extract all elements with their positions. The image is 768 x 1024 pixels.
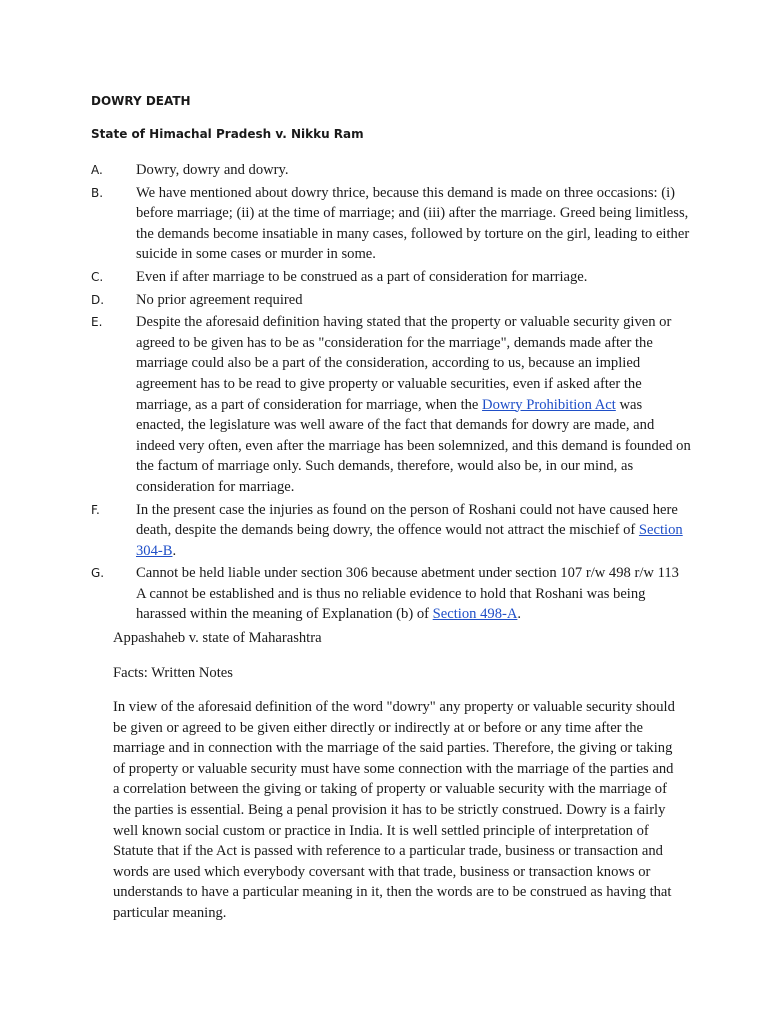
list-item-text: We have mentioned about dowry thrice, because this demand is made on three occasions: (i) before marriage; (ii) at the time of marriage; and (iii) after the marriage. Greed being limitless, the demands become insatiable in many cases, followed by torture on the girl, leading to either suicide in some cases or murder in some.: [136, 184, 690, 263]
appashaheb-case-title: Appashaheb v. state of Maharashtra: [113, 630, 322, 646]
list-marker: B.: [91, 185, 104, 200]
section-304b-link[interactable]: Section 304-B: [136, 522, 683, 559]
dowry-prohibition-act-link[interactable]: Dowry Prohibition Act: [482, 396, 616, 413]
list-item-text-before: In the present case the injuries as found on the person of Roshani could not have caused here death, despite the demands being dowry, the offence would not attract the mischief of: [136, 501, 678, 539]
list-item: [91, 183, 691, 265]
point-list: [91, 160, 691, 627]
list-marker: A.: [91, 163, 103, 177]
list-item-text-after: .: [517, 606, 522, 623]
list-marker: D.: [91, 292, 105, 307]
list-item: [91, 312, 691, 497]
list-item: [91, 267, 691, 288]
list-item-text: [136, 312, 691, 497]
list-item-text-before: Cannot be held liable under section 306 because abetment under section 107 r/w 498 r/w 113 A cannot be established and is thus no reliable evidence to hold that Roshani was being harassed within the meaning of Explanation (b) of: [136, 565, 679, 623]
facts-line: Facts: Written Notes: [113, 665, 233, 681]
list-item-text-after: was enacted, the legislature was well aware of the fact that demands for dowry are made, and indeed very often, even after the marriage has been solemnized, and this demand is founded on the factum of marriage only. Such demands, therefore, would also be, in our mind, as consideration for marriage.: [136, 396, 691, 495]
case-title: State of Himachal Pradesh v. Nikku Ram: [91, 127, 364, 141]
list-item-text-before: Despite the aforesaid definition having stated that the property or valuable security given or agreed to be given has to be as "consideration for the marriage", demands made after the marriage could also be a part of the consideration, according to us, because an implied agreement has to be read to give property or valuable securities, even if asked after the marriage, as a part of consideration for marriage, when the: [136, 314, 672, 413]
list-item: [91, 563, 691, 625]
list-item-text: No prior agreement required: [136, 291, 303, 308]
section-498a-link[interactable]: Section 498-A: [432, 606, 518, 623]
list-item: [91, 500, 691, 562]
list-marker: E.: [91, 315, 103, 330]
list-item-text-after: .: [172, 542, 177, 559]
list-item: [91, 290, 691, 311]
list-item-text: [136, 500, 691, 562]
list-marker: G.: [91, 566, 105, 581]
list-item-text: Dowry, dowry and dowry.: [136, 162, 289, 178]
document-title: DOWRY DEATH: [91, 94, 191, 108]
list-item: [91, 160, 691, 181]
list-item-text: Even if after marriage to be construed as a part of consideration for marriage.: [136, 268, 588, 285]
list-item-text: [136, 563, 691, 625]
list-marker: C.: [91, 269, 104, 284]
body-paragraph: In view of the aforesaid definition of the word "dowry" any property or valuable security should be given or agreed to be given either directly or indirectly at or before or any time after the marriage and in connection with the marriage of the said parties. Therefore, the giving or taking of property or valuable security must have some connection with the marriage of the parties and a correlation between the giving or taking of property or valuable security with the marriage of the parties is essential. Being a penal provision it has to be strictly construed. Dowry is a fairly well known social custom or practice in India. It is well settled principle of interpretation of Statute that if the Act is passed with reference to a particular trade, business or transaction and words are used which everybody coversant with that trade, business or transaction knows or understands to have a particular meaning in it, then the words are to be construed as having that particular meaning.: [113, 699, 675, 921]
list-marker: F.: [91, 502, 100, 517]
